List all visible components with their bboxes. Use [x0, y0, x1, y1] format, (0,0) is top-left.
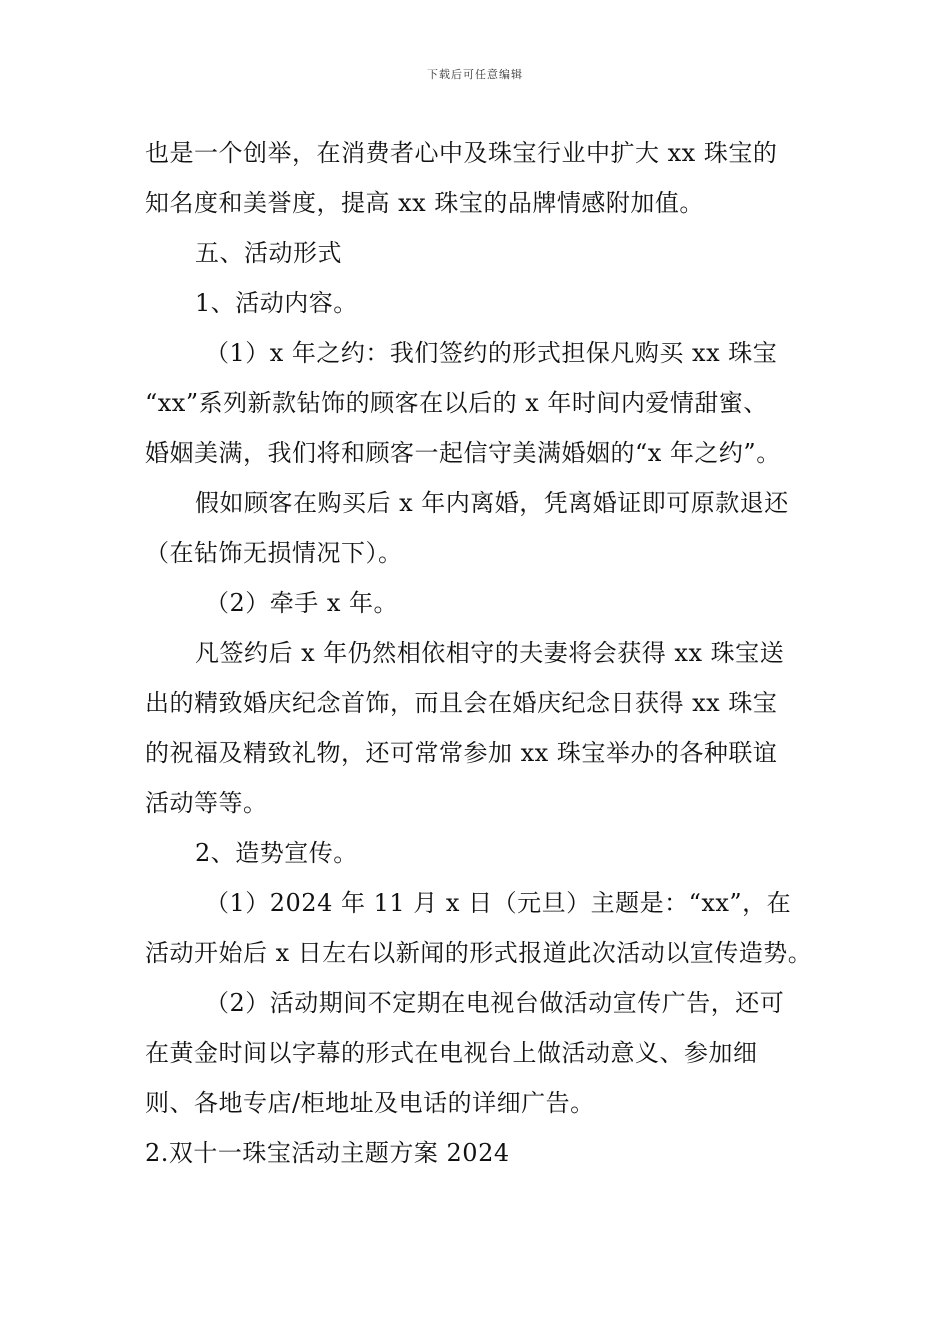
section-heading: 五、活动形式: [195, 239, 342, 267]
paragraph-line: 也是一个创举，在消费者心中及珠宝行业中扩大 xx 珠宝的: [145, 139, 778, 167]
paragraph-line: （2）牵手 x 年。: [205, 589, 399, 617]
paragraph-line: （2）活动期间不定期在电视台做活动宣传广告，还可: [205, 989, 785, 1017]
subsection-heading: 1、活动内容。: [195, 289, 358, 317]
paragraph-line: 假如顾客在购买后 x 年内离婚，凭离婚证即可原款退还: [195, 489, 789, 517]
paragraph-line: 婚姻美满，我们将和顾客一起信守美满婚姻的“x 年之约”。: [145, 439, 781, 467]
subsection-heading: 2、造势宣传。: [195, 839, 358, 867]
paragraph-line: 出的精致婚庆纪念首饰，而且会在婚庆纪念日获得 xx 珠宝: [145, 689, 778, 717]
paragraph-line: （1）x 年之约：我们签约的形式担保凡购买 xx 珠宝: [205, 339, 778, 367]
paragraph-line: 在黄金时间以字幕的形式在电视台上做活动意义、参加细: [145, 1039, 758, 1067]
paragraph-line: 知名度和美誉度，提高 xx 珠宝的品牌情感附加值。: [145, 189, 704, 217]
section-heading: 2.双十一珠宝活动主题方案 2024: [145, 1139, 510, 1167]
paragraph-line: 的祝福及精致礼物，还可常常参加 xx 珠宝举办的各种联谊: [145, 739, 778, 767]
paragraph-line: （1）2024 年 11 月 x 日（元旦）主题是：“xx”，在: [205, 889, 792, 917]
paragraph-line: 则、各地专店/柜地址及电话的详细广告。: [145, 1089, 595, 1117]
paragraph-line: “xx”系列新款钻饰的顾客在以后的 x 年时间内爱情甜蜜、: [145, 389, 768, 417]
paragraph-line: 活动开始后 x 日左右以新闻的形式报道此次活动以宣传造势。: [145, 939, 813, 967]
document-body: [145, 128, 813, 1178]
paragraph-line: 凡签约后 x 年仍然相依相守的夫妻将会获得 xx 珠宝送: [195, 639, 785, 667]
paragraph-line: （在钻饰无损情况下）。: [145, 539, 403, 567]
paragraph-line: 活动等等。: [145, 789, 268, 817]
page-header-note: 下载后可任意编辑: [427, 68, 523, 81]
